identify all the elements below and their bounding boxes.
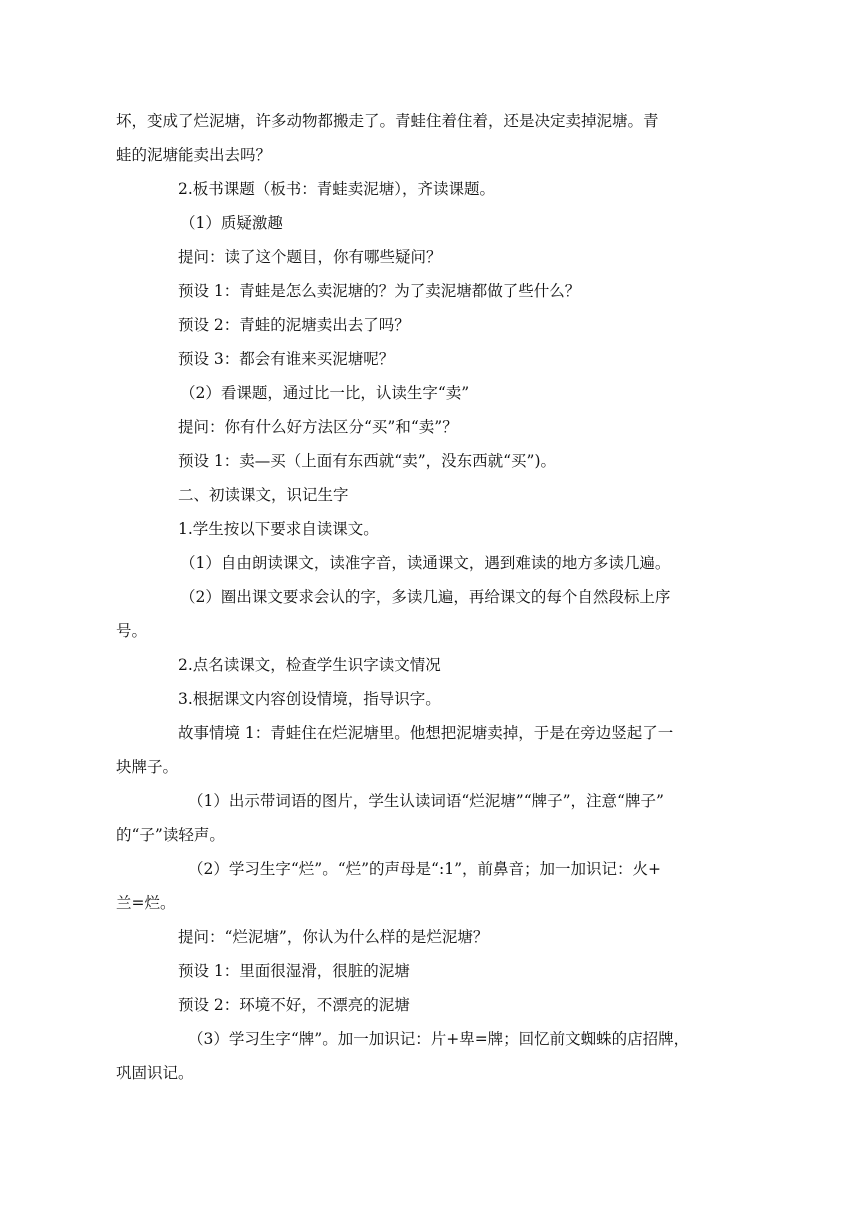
question-line: 提问：读了这个题目，你有哪些疑问？ [178,248,442,266]
preset-answer: 预设 1：里面很湿滑，很脏的泥塘 [178,962,410,980]
preset-answer: 预设 2：青蛙的泥塘卖出去了吗？ [178,316,410,334]
section-heading: 二、初读课文，识记生字 [178,486,349,504]
list-item: （1）出示带词语的图片，学生认读词语“烂泥塘”“牌子”，注意“牌子” [188,792,664,810]
preset-answer: 预设 3：都会有谁来买泥塘呢？ [178,350,395,368]
paragraph-line: 蛙的泥塘能卖出去吗？ [116,146,272,164]
document-body [116,104,744,1090]
paragraph-line: 坏，变成了烂泥塘，许多动物都搬走了。青蛙住着住着，还是决定卖掉泥塘。青 [116,112,659,130]
list-item-continuation: 号。 [116,622,148,640]
story-scenario-continuation: 块牌子。 [116,758,179,776]
list-item: （3）学习生字“牌”。加一加识记：片+卑=牌；回忆前文蜘蛛的店招牌， [188,1030,690,1048]
section-item: 2.点名读课文，检查学生识字读文情况 [178,656,441,674]
story-scenario: 故事情境 1：青蛙住在烂泥塘里。他想把泥塘卖掉，于是在旁边竖起了一 [178,724,674,742]
list-item-continuation: 巩固识记。 [116,1064,194,1082]
list-item: （1）自由朗读课文，读准字音，读通课文，遇到难读的地方多读几遍。 [180,554,671,572]
subsection-heading: （2）看课题，通过比一比，认读生字“卖” [180,384,470,402]
preset-answer: 预设 1：卖—买（上面有东西就“卖”，没东西就“买”)。 [178,452,557,470]
section-item: 3.根据课文内容创设情境，指导识字。 [178,690,441,708]
list-item-continuation: 的“子”读轻声。 [116,826,225,844]
preset-answer: 预设 2：环境不好，不漂亮的泥塘 [178,996,410,1014]
list-item-continuation: 兰=烂。 [116,894,176,912]
subsection-heading: （1）质疑激趣 [180,214,283,232]
section-item: 2.板书课题（板书：青蛙卖泥塘），齐读课题。 [178,180,496,198]
question-line: 提问：“烂泥塘”，你认为什么样的是烂泥塘？ [178,928,489,946]
question-line: 提问：你有什么好方法区分“买”和“卖”？ [178,418,458,436]
preset-answer: 预设 1：青蛙是怎么卖泥塘的？为了卖泥塘都做了些什么？ [178,282,581,300]
list-item: （2）圈出课文要求会认的字，多读几遍，再给课文的每个自然段标上序 [180,588,671,606]
section-item: 1.学生按以下要求自读课文。 [178,520,379,538]
list-item: （2）学习生字“烂”。“烂”的声母是“:1”，前鼻音；加一加识记：火+ [188,860,661,878]
